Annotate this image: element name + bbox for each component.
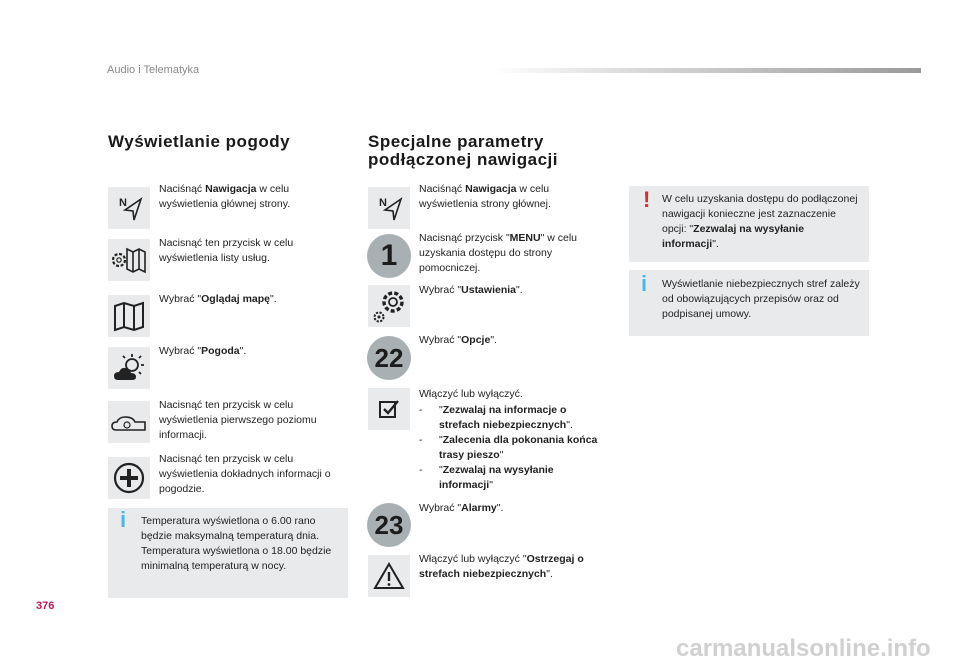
exclamation-icon: !: [643, 187, 651, 212]
watermark: carmanualsonline.info: [676, 635, 931, 662]
checkbox-icon: [368, 388, 410, 430]
section-header: Audio i Telematyka: [107, 64, 200, 76]
list-item: - "Zalecenia dla pokonania końca trasy pieszo": [419, 434, 598, 461]
warning-note: [629, 186, 869, 262]
weather-icon: [108, 347, 150, 389]
map-icon: [108, 295, 150, 337]
svg-text:N: N: [119, 197, 127, 209]
left-step-1-text: Naciśnąć Nawigacja w celu wyświetlenia głównej strony.: [159, 183, 291, 210]
info-icon: i: [120, 507, 127, 532]
map-settings-icon: [108, 239, 150, 281]
left-info-text: Temperatura wyświetlona o 6.00 rano będzie maksymalną temperaturą dnia. Temperatura wyświetlona o 18.00 będzie minimalną temperaturą w nocy.: [141, 515, 332, 572]
header-bar: [490, 68, 921, 73]
info-note: [629, 270, 869, 336]
left-title: Wyświetlanie pogody: [108, 132, 291, 151]
page-number: 376: [36, 600, 55, 612]
warning-note-text: W celu uzyskania dostępu do podłączonej nawigacji konieczne jest zaznaczenie opcji: "Zezwalaj na wysyłanie informacji".: [662, 193, 858, 250]
settings-gear-icon: [368, 285, 410, 327]
left-step-5-text: Nacisnąć ten przycisk w celu wyświetlenia pierwszego poziomu informacji.: [159, 399, 317, 441]
list-item: - "Zezwalaj na wysyłanie informacji": [419, 464, 554, 491]
step-badge-22: 22: [367, 336, 411, 380]
navigation-arrow-icon: [368, 187, 410, 229]
step-badge-23: 23: [367, 503, 411, 547]
middle-step-1-text: Naciśnąć Nawigacja w celu wyświetlenia strony głównej.: [419, 183, 551, 210]
middle-step-7-text: Włączyć lub wyłączyć "Ostrzegaj o strefach niebezpiecznych".: [419, 553, 584, 580]
middle-step-2-text: Nacisnąć przycisk "MENU" w celu uzyskania dostępu do strony pomocniczej.: [419, 232, 578, 274]
step-badge-1: 1: [367, 234, 411, 278]
left-step-2-text: Nacisnąć ten przycisk w celu wyświetlenia listy usług.: [159, 237, 294, 264]
middle-step-5: [419, 387, 604, 493]
info-note-text: Wyświetlanie niebezpiecznych stref zależy od obowiązujących przepisów oraz od podpisanej umowy.: [662, 278, 860, 320]
middle-step-3-text: Wybrać "Ustawienia".: [419, 284, 523, 296]
middle-step-6-text: Wybrać "Alarmy".: [419, 502, 504, 514]
left-step-3-text: Wybrać "Oglądaj mapę".: [159, 293, 277, 305]
cloud-info-icon: [108, 401, 150, 443]
middle-title: Specjalne parametry podłączonej nawigacji: [368, 132, 558, 169]
middle-step-4-text: Wybrać "Opcje".: [419, 334, 497, 346]
info-icon: i: [641, 271, 648, 296]
warning-triangle-icon: [368, 555, 410, 597]
left-step-4-text: Wybrać "Pogoda".: [159, 345, 247, 357]
left-info-note: [108, 508, 348, 598]
navigation-arrow-icon: [108, 187, 150, 229]
svg-text:N: N: [379, 197, 387, 209]
list-item: - "Zezwalaj na informacje o strefach niebezpiecznych".: [419, 404, 573, 431]
middle-step-5-intro: Włączyć lub wyłączyć.: [419, 388, 523, 400]
left-step-6-text: Nacisnąć ten przycisk w celu wyświetlenia dokładnych informacji o pogodzie.: [159, 453, 331, 495]
plus-circle-icon: [108, 457, 150, 499]
